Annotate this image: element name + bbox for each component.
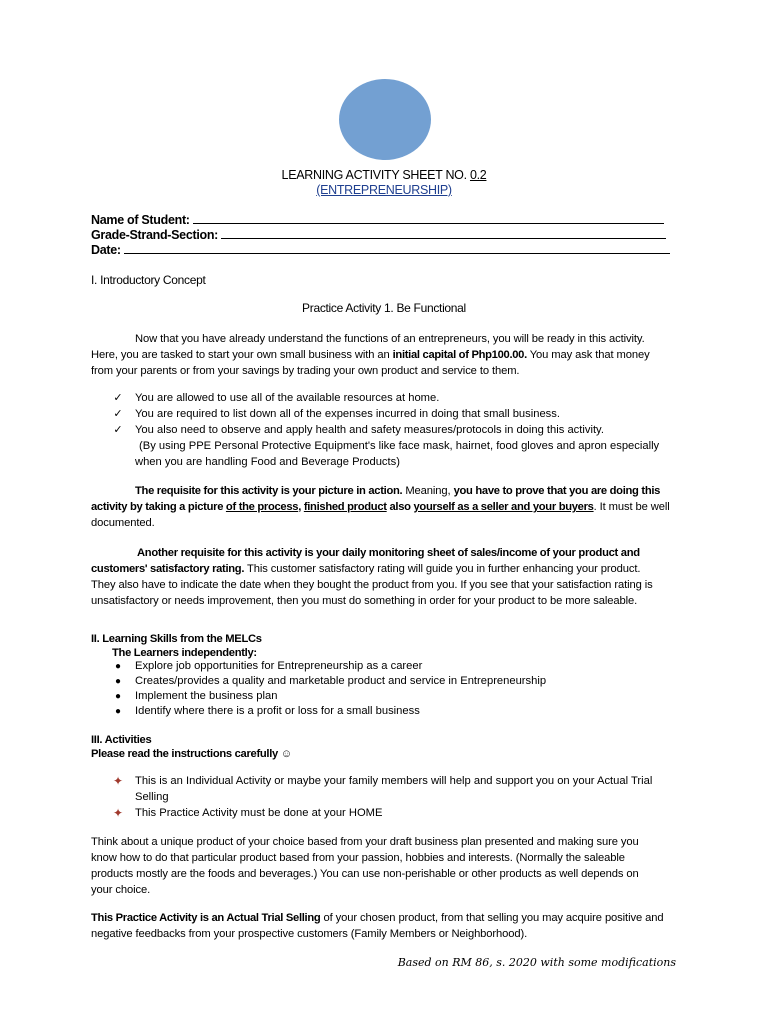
check-icon: ✓ [113, 408, 123, 420]
instruction-line-1: This is an Individual Activity or maybe your family members will help and support you on your Actual Trial [135, 775, 653, 787]
name-line[interactable] [193, 212, 664, 224]
intro-line-1: Now that you have already understand the functions of an entrepreneurs, you will be ready in this activity. [135, 333, 645, 345]
trial-line-2: negative feedbacks from your prospective customers (Family Members or Neighborhood). [91, 928, 528, 940]
requisite1-g: finished product [303, 501, 387, 513]
check-item-text: You also need to observe and apply health and safety measures/protocols in doing this activity. [135, 424, 604, 436]
instruction-line-1: This Practice Activity must be done at your HOME [135, 807, 383, 819]
ppe-note-line-1: (By using PPE Personal Protective Equipment's like face mask, hairnet, food gloves and apron especially [139, 440, 660, 452]
requisite1-line-2 [91, 499, 681, 515]
list-item [112, 773, 692, 805]
requisite1-i: yourself as a seller and your buyers [413, 501, 594, 513]
think-line-3: products mostly are the foods and beverages.) You can use non-perishable or other products as well depends on [91, 868, 639, 880]
school-logo-circle [339, 79, 431, 160]
section3-heading: III. Activities [91, 734, 152, 746]
date-label: Date: [91, 243, 121, 257]
date-field [91, 242, 670, 257]
think-line-4: your choice. [91, 884, 151, 896]
requisite2-line-3: They also have to indicate the date when they bought the product from you. If you see that your satisfaction rating is [91, 579, 653, 591]
list-item [112, 406, 692, 422]
check-icon: ✓ [113, 424, 123, 436]
grade-field [91, 227, 666, 242]
section2-subheading: The Learners independently: [112, 647, 257, 659]
title-prefix: LEARNING ACTIVITY SHEET NO. [281, 168, 470, 182]
bullet-icon: ● [114, 676, 122, 687]
bullet-icon: ● [114, 706, 122, 717]
list-item [112, 805, 692, 821]
sheet-title [0, 168, 768, 182]
ppe-note-line-2: when you are handling Food and Beverage Products) [135, 456, 400, 468]
requisite2-c: This customer satisfactory rating will guide you in further enhancing your product. [244, 563, 641, 575]
name-field [91, 212, 664, 227]
requisite1-e: of the process [225, 501, 299, 513]
melc-item-text: Creates/provides a quality and marketable product and service in Entrepreneurship [135, 675, 547, 687]
intro-text: Here, you are tasked to start your own small business with an [91, 349, 393, 361]
melc-item-text: Identify where there is a profit or loss for a small business [135, 705, 420, 717]
initial-capital: initial capital of Php100.00. [392, 349, 527, 361]
check-list [112, 390, 692, 470]
trial-selling-paragraph [91, 910, 681, 942]
grade-label: Grade-Strand-Section: [91, 228, 219, 242]
trial-rest: of your chosen product, from that selling you may acquire positive and [320, 912, 664, 924]
list-item [112, 689, 692, 704]
requisite1-c: you have to prove that you are doing this [453, 485, 661, 497]
list-item [112, 422, 692, 438]
think-line-1: Think about a unique product of your choice based from your draft business plan presented and making sure you [91, 836, 639, 848]
requisite1-f: , [298, 501, 304, 513]
intro-line-2 [91, 347, 681, 363]
grade-line[interactable] [221, 227, 666, 239]
requisite1-j: . It must be well [593, 501, 670, 513]
requisite1-h: also [386, 501, 414, 513]
name-label: Name of Student: [91, 213, 190, 227]
date-line[interactable] [124, 242, 670, 254]
requisite1-b: Meaning, [402, 485, 454, 497]
requisite-picture-paragraph [91, 483, 681, 531]
list-item [112, 704, 692, 719]
title-number: 0.2 [469, 168, 487, 182]
instruction-line-2: Selling [135, 791, 169, 803]
think-line-2: know how to do that particular product based from your passion, hobbies and interests. (Normally the saleable [91, 852, 625, 864]
melc-item-text: Implement the business plan [135, 690, 278, 702]
requisite2-line-4: unsatisfactory or needs improvement, then you must do something in order for your product to be more saleable. [91, 595, 638, 607]
requisite-monitoring-paragraph [91, 545, 681, 609]
list-item [112, 659, 692, 674]
section3-instruction: Please read the instructions carefully ☺ [91, 748, 292, 760]
requisite1-line-1 [91, 483, 681, 499]
activity-title: Practice Activity 1. Be Functional [302, 301, 466, 315]
bullet-icon: ● [114, 691, 122, 702]
list-item [112, 390, 692, 406]
bullet-icon: ● [114, 661, 122, 672]
trial-bold: This Practice Activity is an Actual Trial Selling [91, 912, 321, 924]
requisite1-a: The requisite for this activity is your picture in action. [135, 485, 403, 497]
diamond-bullet-icon: ✦ [112, 806, 124, 820]
think-paragraph [91, 834, 681, 898]
requisite1-line-3: documented. [91, 517, 155, 529]
intro-text-end: You may ask that money [526, 349, 650, 361]
requisite2-line-1: Another requisite for this activity is your daily monitoring sheet of sales/income of your product and [137, 547, 640, 559]
requisite1-d: activity by taking a picture [91, 501, 226, 513]
check-item-text: You are required to list down all of the expenses incurred in doing that small business. [135, 408, 560, 420]
intro-line-3: from your parents or from your savings by trading your own product and service to them. [91, 365, 520, 377]
intro-paragraph [91, 331, 681, 379]
check-icon: ✓ [113, 392, 123, 404]
section1-heading: I. Introductory Concept [91, 273, 206, 287]
requisite2-b: customers' satisfactory rating. [91, 563, 245, 575]
sheet-subtitle: (ENTREPRENEURSHIP) [316, 183, 452, 197]
melc-list [112, 659, 692, 719]
requisite2-line-2 [91, 561, 681, 577]
section2-heading: II. Learning Skills from the MELCs [91, 633, 262, 645]
check-item-text: You are allowed to use all of the available resources at home. [135, 392, 440, 404]
list-item [112, 674, 692, 689]
diamond-bullet-icon: ✦ [112, 774, 124, 788]
activity-instructions-list [112, 773, 692, 821]
footer-note: Based on RM 86, s. 2020 with some modifications [397, 956, 676, 969]
melc-item-text: Explore job opportunities for Entrepreneurship as a career [135, 660, 423, 672]
trial-line-1 [91, 910, 681, 926]
